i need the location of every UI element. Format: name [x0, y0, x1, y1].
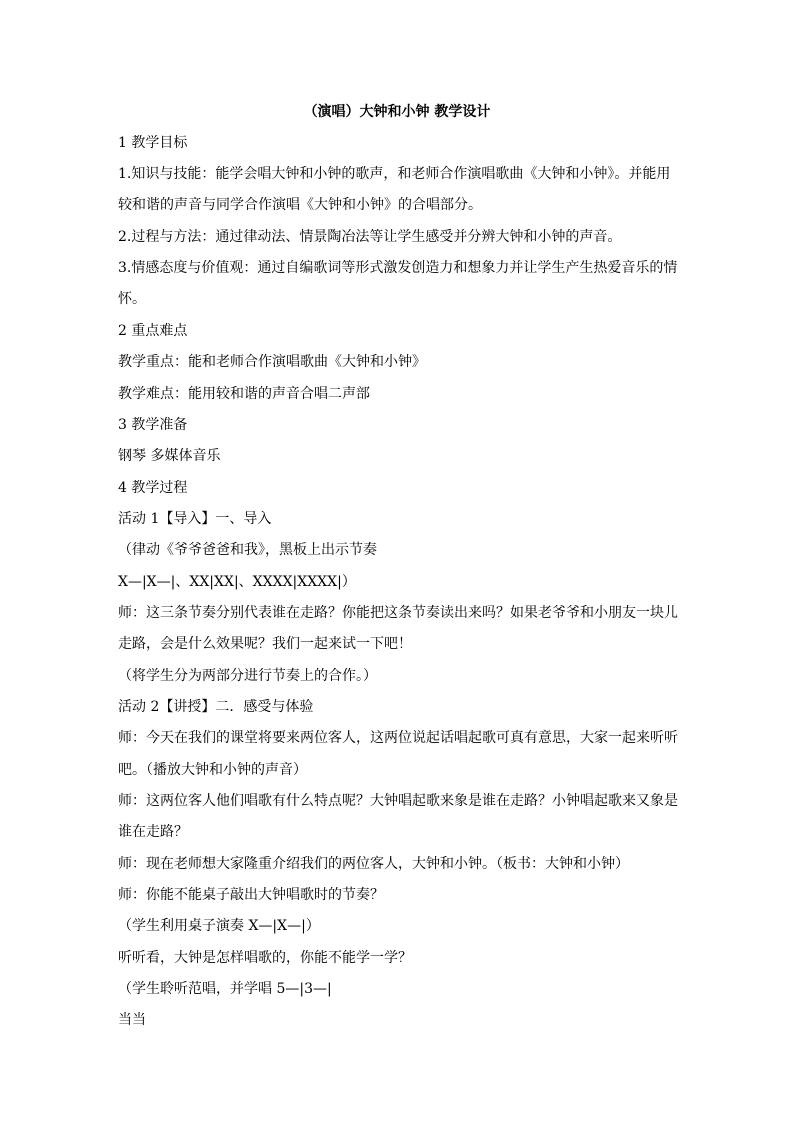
paragraph-line: 吧。（播放大钟和小钟的声音）: [118, 762, 307, 778]
paragraph-line: 师：你能不能桌子敲出大钟唱歌时的节奏？: [118, 887, 384, 903]
paragraph-line: 教学难点：能用较和谐的声音合唱二声部: [118, 386, 370, 402]
section-heading: 2 重点难点: [118, 323, 188, 339]
paragraph-line: 谁在走路？: [118, 824, 188, 840]
paragraph-line: 走路，会是什么效果呢？我们一起来试一下吧！: [118, 636, 412, 652]
paragraph-line: 较和谐的声音与同学合作演唱《大钟和小钟》的合唱部分。: [118, 197, 482, 213]
paragraph-line: 当当: [118, 1012, 146, 1028]
paragraph-line: 怀。: [118, 291, 146, 307]
activity-heading: 活动 1【导入】一、导入: [118, 511, 272, 527]
paragraph-line: （律动《爷爷爸爸和我》，黑板上出示节奏: [118, 542, 377, 558]
paragraph-line: 师：现在老师想大家隆重介绍我们的两位客人，大钟和小钟。（板书：大钟和小钟）: [118, 856, 629, 872]
paragraph-line: 钢琴 多媒体音乐: [118, 448, 221, 464]
paragraph-line: 师：今天在我们的课堂将要来两位客人，这两位说起话唱起歌可真有意思，大家一起来听听: [118, 730, 678, 746]
paragraph-line: 2.过程与方法：通过律动法、情景陶冶法等让学生感受并分辨大钟和小钟的声音。: [118, 229, 622, 245]
section-heading: 3 教学准备: [118, 417, 188, 433]
paragraph-line: 教学重点：能和老师合作演唱歌曲《大钟和小钟》: [118, 354, 426, 370]
activity-heading: 活动 2【讲授】二．感受与体验: [118, 699, 314, 715]
document-title: （演唱）大钟和小钟 教学设计: [303, 104, 491, 120]
section-heading: 4 教学过程: [118, 480, 188, 496]
paragraph-line: （学生利用桌子演奏 X—|X—|）: [118, 918, 320, 934]
paragraph-line: （将学生分为两部分进行节奏上的合作。）: [118, 668, 377, 684]
paragraph-line: 听听看，大钟是怎样唱歌的，你能不能学一学？: [118, 950, 412, 966]
paragraph-line: 师：这三条节奏分别代表谁在走路？你能把这条节奏读出来吗？如果老爷爷和小朋友一块儿: [118, 605, 678, 621]
rhythm-notation: X—|X—|、XX|XX|、XXXX|XXXX|）: [118, 574, 356, 590]
paragraph-line: 3.情感态度与价值观：通过自编歌词等形式激发创造力和想象力并让学生产生热爱音乐的情: [118, 260, 678, 276]
paragraph-line: 1.知识与技能：能学会唱大钟和小钟的歌声，和老师合作演唱歌曲《大钟和小钟》。并能用: [118, 166, 671, 182]
paragraph-line: （学生聆听范唱，并学唱 5—|3—|: [118, 981, 332, 997]
section-heading: 1 教学目标: [118, 135, 188, 151]
paragraph-line: 师：这两位客人他们唱歌有什么特点呢？大钟唱起歌来象是谁在走路？小钟唱起歌来又象是: [118, 793, 678, 809]
